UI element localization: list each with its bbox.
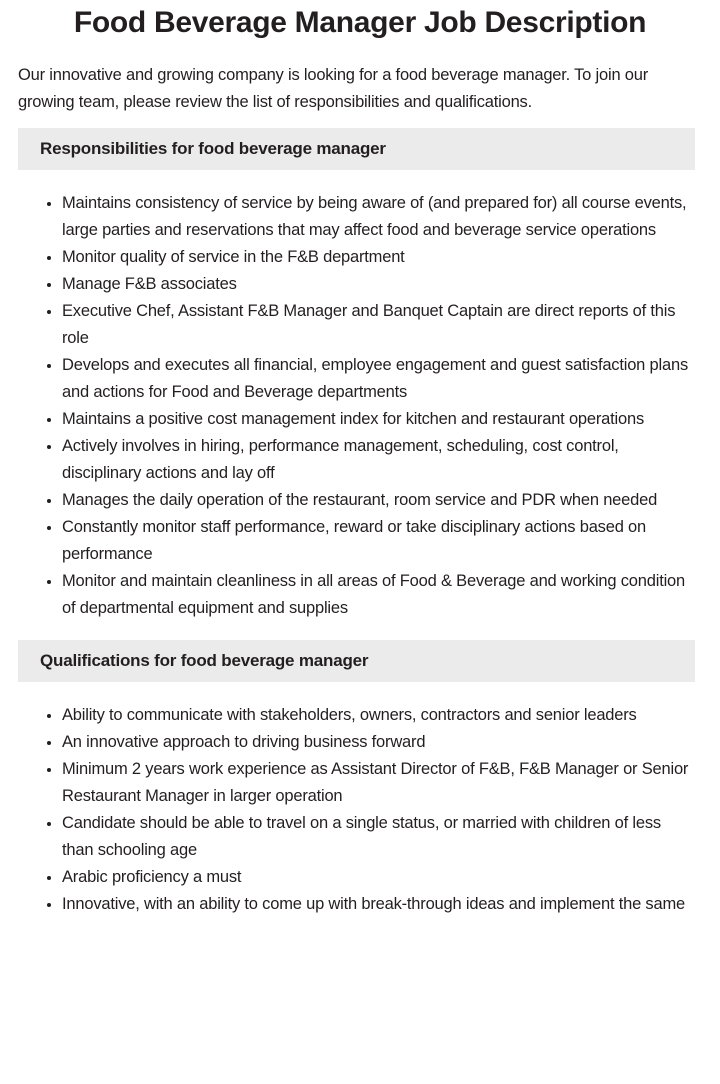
page-title: Food Beverage Manager Job Description [73, 6, 647, 39]
responsibility-list-item: • Manage F&B associates [62, 271, 695, 298]
responsibilities-section-heading [18, 128, 695, 170]
responsibility-list-item: • Constantly monitor staff performance, reward or take disciplinary actions based on performance [62, 514, 695, 568]
responsibility-list-item: • Develops and executes all financial, employee engagement and guest satisfaction plans and actions for Food and Beverage departments [62, 352, 695, 406]
qualification-list-item: • Ability to communicate with stakeholders, owners, contractors and senior leaders [62, 702, 695, 729]
qualification-list-item: • Candidate should be able to travel on a single status, or married with children of less than schooling age [62, 810, 695, 864]
responsibility-list-item: • Executive Chef, Assistant F&B Manager and Banquet Captain are direct reports of this role [62, 298, 695, 352]
intro-paragraph: Our innovative and growing company is looking for a food beverage manager. To join our growing team, please review the list of responsibilities and qualifications. [18, 66, 649, 111]
qualification-list-item: • An innovative approach to driving business forward [62, 729, 695, 756]
qualifications-heading-label: Qualifications for food beverage manager [40, 651, 369, 670]
qualification-list-item: • Minimum 2 years work experience as Assistant Director of F&B, F&B Manager or Senior Restaurant Manager in larger operation [62, 756, 695, 810]
responsibility-list-item: • Maintains a positive cost management index for kitchen and restaurant operations [62, 406, 695, 433]
responsibility-list-item: • Monitor quality of service in the F&B department [62, 244, 695, 271]
qualification-list-item: • Arabic proficiency a must [62, 864, 695, 891]
responsibility-list-item: • Manages the daily operation of the restaurant, room service and PDR when needed [62, 487, 695, 514]
qualification-list-item: • Innovative, with an ability to come up with break-through ideas and implement the same [62, 891, 695, 918]
responsibility-list-item: • Maintains consistency of service by being aware of (and prepared for) all course events, large parties and reservations that may affect food and beverage service operations [62, 190, 695, 244]
qualifications-section-heading [18, 640, 695, 682]
responsibility-list-item: • Actively involves in hiring, performance management, scheduling, cost control, disciplinary actions and lay off [62, 433, 695, 487]
responsibilities-list [0, 190, 695, 622]
responsibilities-heading-label: Responsibilities for food beverage manager [40, 139, 386, 158]
responsibility-list-item: • Monitor and maintain cleanliness in all areas of Food & Beverage and working condition of departmental equipment and supplies [62, 568, 695, 622]
qualifications-list [0, 702, 695, 918]
